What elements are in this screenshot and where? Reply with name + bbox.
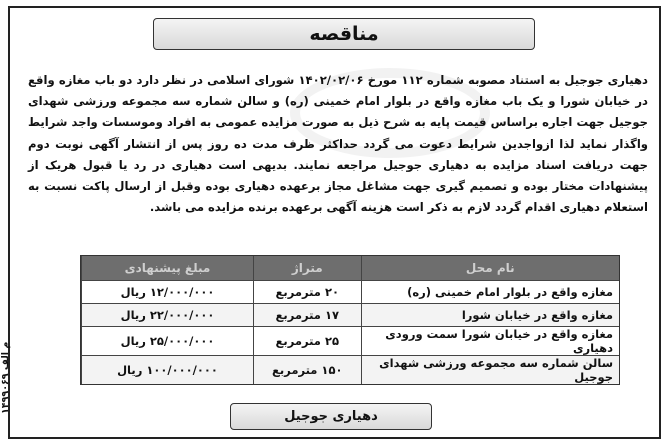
footer-signature: دهیاری جوجیل xyxy=(284,409,378,424)
announcement-paragraph: دهیاری جوجیل به استناد مصوبه شماره ۱۱۲ مورخ ۱۴۰۲/۰۲/۰۶ شورای اسلامی در نظر دارد دو باب مغازه واقع در خیابان شورا و یک باب مغازه واقع در بلوار امام خمینی (ره) و سالن شماره سه مجموعه ورزشی شهدای جوجیل جهت اجاره براساس قیمت پایه به شرح ذیل به صورت مزایده عمومی به افراد وموسسات واجد شرایط واگذار نماید لذا ازواجدین شرایط دعوت می گردد حداکثر ظرف مدت ده روز پس از انتشار آگهی نوبت دوم جهت دریافت اسناد مزایده به دهیاری جوجیل مراجعه نمایند. بدیهی است دهیاری در رد یا قبول هریک از پیشنهادات مختار بوده و تصمیم گیری جهت مشاغل مجاز برعهده دهیاری بوده وقبل از ارسال پاکت نسبت به استعلام دهیاری اقدام گردد لازم به ذکر است هزینه آگهی برعهده برنده مزایده می باشد. xyxy=(28,73,648,215)
cell-area: ۱۵۰ مترمربع xyxy=(254,356,362,385)
cell-price: ۲۵/۰۰۰/۰۰۰ ریال xyxy=(82,327,254,356)
table-row xyxy=(82,304,620,327)
title-banner xyxy=(153,18,535,50)
table-row xyxy=(82,281,620,304)
cell-area: ۲۵ مترمربع xyxy=(254,327,362,356)
table-header-row xyxy=(82,256,620,281)
table-grid xyxy=(81,256,619,384)
cell-name: مغازه واقع در خیابان شورا xyxy=(361,304,619,327)
properties-table xyxy=(80,255,620,385)
cell-name: مغازه واقع در بلوار امام خمینی (ره) xyxy=(361,281,619,304)
header-price: مبلغ پیشنهادی xyxy=(82,256,254,281)
cell-price: ۱۰۰/۰۰۰/۰۰۰ ریال xyxy=(82,356,254,385)
footer-banner xyxy=(230,403,432,430)
cell-price: ۱۲/۰۰۰/۰۰۰ ریال xyxy=(82,281,254,304)
header-area: متراژ xyxy=(254,256,362,281)
cell-name: مغازه واقع در خیابان شورا سمت ورودی دهیاری xyxy=(361,327,619,356)
side-ad-code: م الف ۱۴۹۹۰۶۹ xyxy=(0,341,11,415)
cell-area: ۲۰ مترمربع xyxy=(254,281,362,304)
page-title: مناقصه xyxy=(309,23,379,45)
cell-price: ۲۲/۰۰۰/۰۰۰ ریال xyxy=(82,304,254,327)
table-row xyxy=(82,327,620,356)
advertisement-frame xyxy=(8,6,661,439)
cell-name: سالن شماره سه مجموعه ورزشی شهدای جوجیل xyxy=(361,356,619,385)
cell-area: ۱۷ مترمربع xyxy=(254,304,362,327)
table-row xyxy=(82,356,620,385)
header-name: نام محل xyxy=(361,256,619,281)
